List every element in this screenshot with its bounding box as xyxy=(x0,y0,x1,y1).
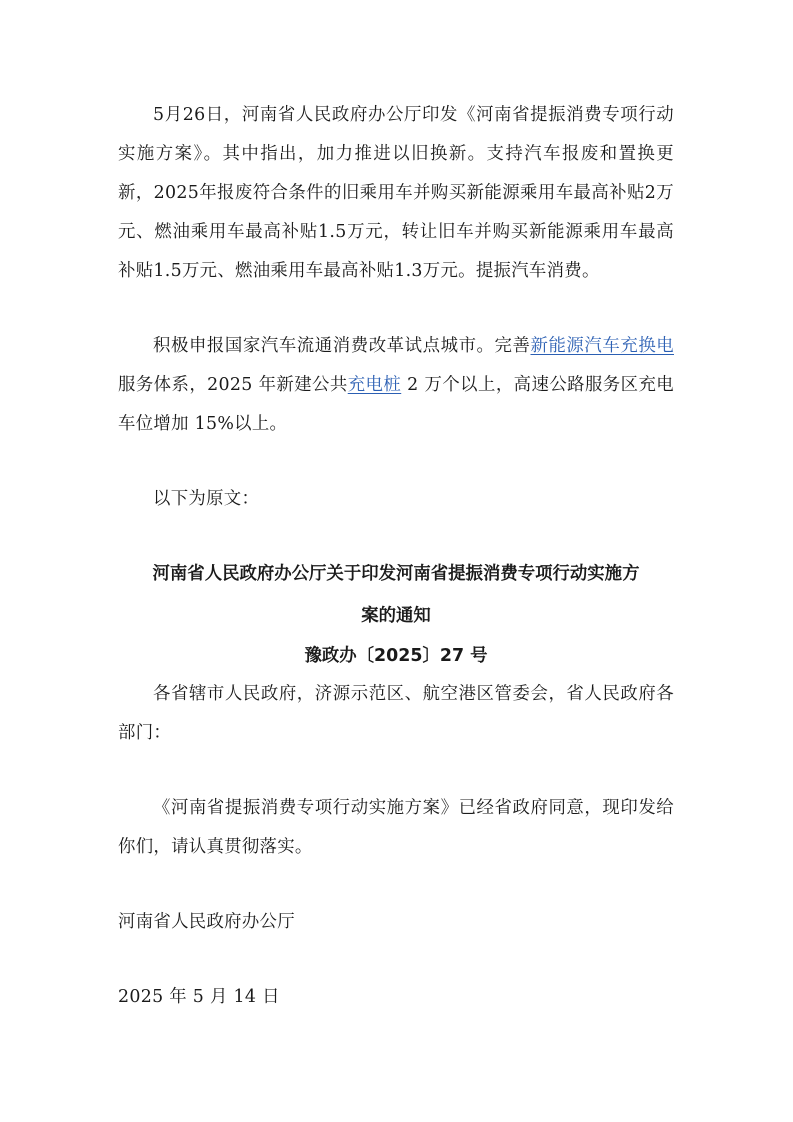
link-charging-pile[interactable]: 充电桩 xyxy=(347,375,402,395)
notice-body-paragraph: 《河南省提振消费专项行动实施方案》已经省政府同意，现印发给你们，请认真贯彻落实。 xyxy=(118,798,674,857)
intro-paragraph-1: 5月26日，河南省人民政府办公厅印发《河南省提振消费专项行动实施方案》。其中指出，加力推进以旧换新。支持汽车报废和置换更新，2025年报废符合条件的旧乘用车并购买新能源乘用车最高补贴2万元、燃油乘用车最高补贴1.5万元，转让旧车并购买新能源乘用车最高补贴1.5万元、燃油乘用车最高补贴1.3万元。提振汽车消费。 xyxy=(118,105,674,281)
link-nev-charging-swapping[interactable]: 新能源汽车充换电 xyxy=(530,336,674,356)
p2-text-after-link: 2 万个以上，高速公路服务区充电车位增加 15%以上。 xyxy=(118,375,674,434)
issue-date: 2025 年 5 月 14 日 xyxy=(118,987,280,1007)
notice-title-line-2: 案的通知 xyxy=(361,606,431,626)
intro-paragraph-2 xyxy=(118,327,674,444)
spacer xyxy=(118,867,674,903)
spacer xyxy=(118,753,674,789)
issuer-signature: 河南省人民政府办公厅 xyxy=(118,912,295,932)
recipients-paragraph: 各省辖市人民政府，济源示范区、航空港区管委会，省人民政府各部门： xyxy=(118,684,674,743)
p2-text-before-link: 积极申报国家汽车流通消费改革试点城市。完善 xyxy=(153,336,531,356)
notice-title-line-1: 河南省人民政府办公厅关于印发河南省提振消费专项行动实施方 xyxy=(152,564,640,584)
spacer xyxy=(118,519,674,553)
p2-text-between: 服务体系，2025 年新建公共 xyxy=(118,375,348,395)
spacer xyxy=(118,444,674,480)
spacer xyxy=(118,942,674,978)
spacer xyxy=(118,291,674,327)
document-page xyxy=(118,96,674,1017)
document-number: 豫政办〔2025〕27 号 xyxy=(304,646,488,666)
original-text-label: 以下为原文： xyxy=(153,489,260,509)
